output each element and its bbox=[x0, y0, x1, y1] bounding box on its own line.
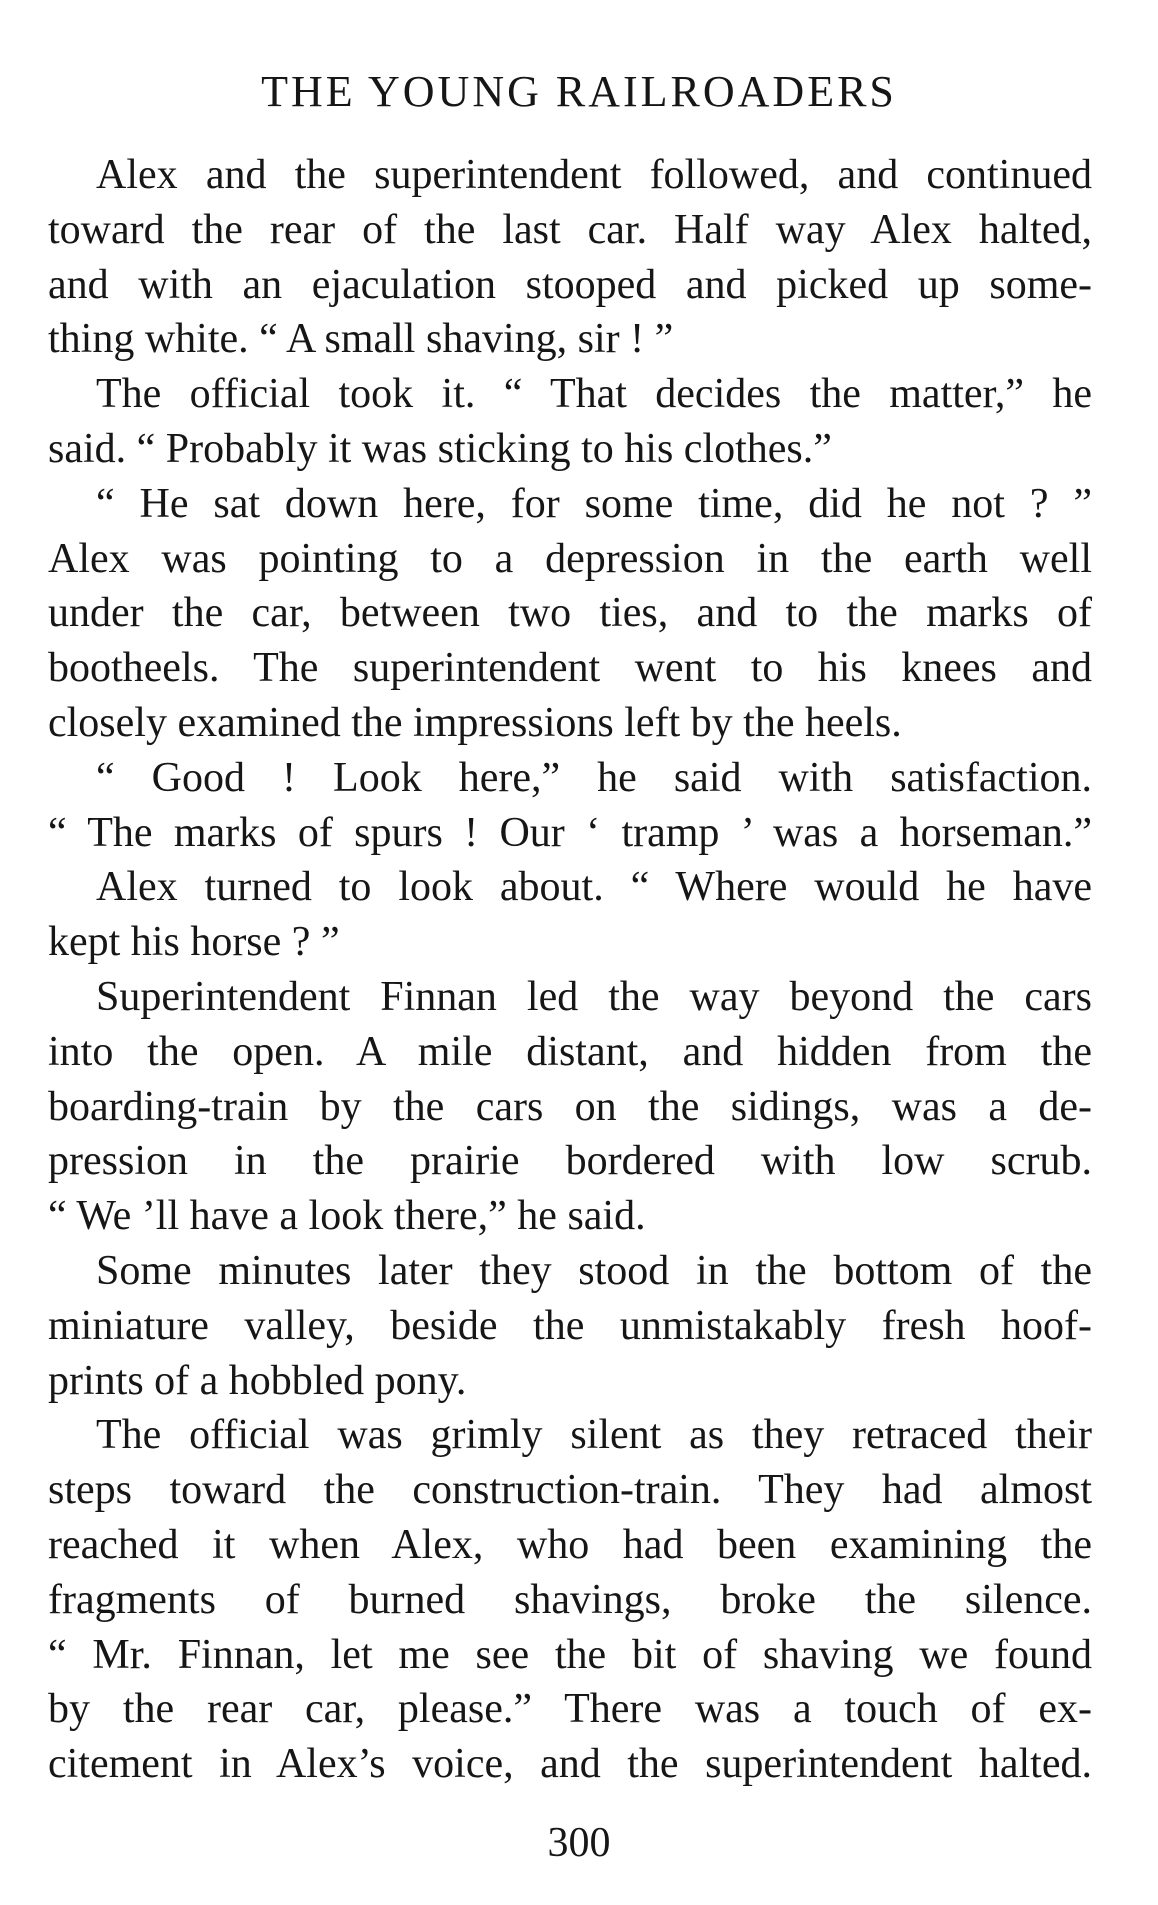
paragraph bbox=[48, 148, 1092, 367]
text-line: bootheels. The superintendent went to his knees and bbox=[48, 645, 1092, 692]
text-line: citement in Alex’s voice, and the superintendent halted. bbox=[48, 1741, 1092, 1788]
text-line: miniature valley, beside the unmistakably fresh hoof- bbox=[48, 1302, 1092, 1349]
text-line: “ He sat down here, for some time, did he not ? ” bbox=[96, 480, 1092, 527]
text-line: pression in the prairie bordered with low scrub. bbox=[48, 1138, 1092, 1185]
text-line: fragments of burned shavings, broke the silence. bbox=[48, 1576, 1092, 1623]
text-line: Alex and the superintendent followed, and continued bbox=[96, 152, 1092, 198]
text-line: The official took it. “ That decides the matter,” he bbox=[96, 371, 1092, 418]
text-line: kept his horse ? ” bbox=[48, 919, 340, 966]
text-line: “ The marks of spurs ! Our ‘ tramp ’ was a horseman.” bbox=[48, 809, 1092, 856]
text-line: reached it when Alex, who had been examining the bbox=[48, 1521, 1092, 1568]
text-line: “ Mr. Finnan, let me see the bit of shaving we found bbox=[48, 1631, 1092, 1678]
paragraph bbox=[48, 860, 1092, 970]
text-line: Some minutes later they stood in the bottom of the bbox=[96, 1247, 1092, 1294]
paragraph bbox=[48, 477, 1092, 751]
text-line: Superintendent Finnan led the way beyond the cars bbox=[96, 973, 1092, 1020]
text-line: “ Good ! Look here,” he said with satisfaction. bbox=[96, 754, 1092, 801]
running-title: THE YOUNG RAILROADERS bbox=[261, 67, 897, 116]
paragraph bbox=[48, 367, 1092, 477]
page-number: 300 bbox=[547, 1820, 611, 1866]
text-line: The official was grimly silent as they retraced their bbox=[96, 1412, 1092, 1459]
text-line: prints of a hobbled pony. bbox=[48, 1357, 467, 1404]
text-line: closely examined the impressions left by the heels. bbox=[48, 699, 902, 746]
text-line: Alex turned to look about. “ Where would he have bbox=[96, 864, 1092, 911]
text-line: steps toward the construction-train. They had almost bbox=[48, 1467, 1092, 1514]
text-line: toward the rear of the last car. Half way Alex halted, bbox=[48, 206, 1092, 253]
text-line: and with an ejaculation stooped and picked up some- bbox=[48, 261, 1092, 308]
body-text bbox=[48, 148, 1092, 1792]
text-line: into the open. A mile distant, and hidden from the bbox=[48, 1028, 1092, 1075]
text-line: “ We ’ll have a look there,” he said. bbox=[48, 1193, 646, 1240]
paragraph bbox=[48, 751, 1092, 861]
paragraph bbox=[48, 970, 1092, 1244]
text-line: by the rear car, please.” There was a touch of ex- bbox=[48, 1686, 1092, 1733]
paragraph bbox=[48, 1408, 1092, 1792]
text-line: boarding-train by the cars on the sidings, was a de- bbox=[48, 1083, 1092, 1130]
text-line: Alex was pointing to a depression in the earth well bbox=[48, 535, 1092, 582]
text-line: thing white. “ A small shaving, sir ! ” bbox=[48, 316, 674, 363]
paragraph bbox=[48, 1244, 1092, 1408]
text-line: under the car, between two ties, and to the marks of bbox=[48, 590, 1092, 637]
text-line: said. “ Probably it was sticking to his clothes.” bbox=[48, 425, 832, 472]
